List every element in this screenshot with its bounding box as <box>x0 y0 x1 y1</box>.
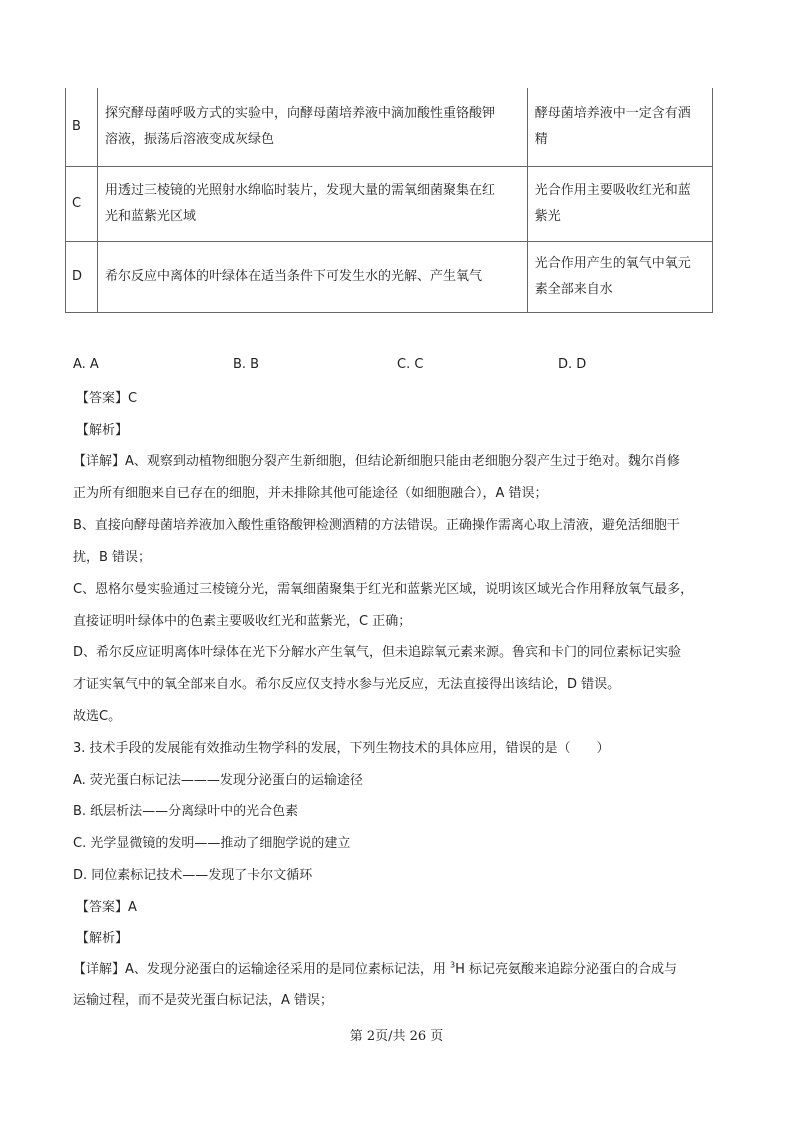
explanation-line: 扰，B 错误； <box>73 550 152 565</box>
explanation-line: D、希尔反应证明离体叶绿体在光下分解水产生氧气，但未追踪氧元素来源。鲁宾和卡门的同位素标记实验 <box>73 645 682 660</box>
cell-line: 光和蓝紫光区域 <box>105 209 197 224</box>
option-d: D. 同位素标记技术——发现了卡尔文循环 <box>73 868 313 883</box>
answer-label: 【答案】C <box>76 391 138 406</box>
choice-b: B. B <box>233 357 260 372</box>
conclusion-cell <box>527 167 712 242</box>
explanation-line: B、直接向酵母菌培养液加入酸性重铬酸钾检测酒精的方法错误。正确操作需离心取上清液，避免活细胞干 <box>73 518 680 533</box>
options-table <box>65 88 713 313</box>
analysis-label: 【解析】 <box>76 931 129 946</box>
explanation-line: 才证实氧气中的氧全部来自水。希尔反应仅支持水参与光反应，无法直接得出该结论，D 错误。 <box>73 677 621 692</box>
conclusion-cell <box>527 242 712 313</box>
cell-line: 光合作用产生的氧气中氧元 <box>534 256 691 271</box>
conclusion-line: 故选C。 <box>73 709 122 724</box>
option-cell: D <box>66 242 98 313</box>
explanation-line: 运输过程，而不是荧光蛋白标记法，A 错误； <box>73 993 334 1008</box>
superscript: 3 <box>450 960 456 970</box>
experiment-cell <box>98 242 528 313</box>
explanation-text: H 标记亮氨酸来追踪分泌蛋白的合成与 <box>455 962 678 977</box>
cell-line: 希尔反应中离体的叶绿体在适当条件下可发生水的光解、产生氧气 <box>105 269 483 284</box>
option-cell: C <box>66 167 98 242</box>
cell-line: 紫光 <box>534 209 561 224</box>
explanation-line: 【详解】A、观察到动植物细胞分裂产生新细胞，但结论新细胞只能由老细胞分裂产生过于绝对。魏尔肖修 <box>73 454 680 469</box>
analysis-label: 【解析】 <box>76 423 129 438</box>
cell-line: 素全部来自水 <box>534 282 613 297</box>
option-cell: B <box>66 88 98 167</box>
choice-d: D. D <box>558 357 587 372</box>
option-b: B. 纸层析法——分离绿叶中的光合色素 <box>73 804 299 819</box>
experiment-cell <box>98 167 528 242</box>
answer-label: 【答案】A <box>76 900 137 915</box>
table-row <box>66 88 713 167</box>
option-a: A. 荧光蛋白标记法———发现分泌蛋白的运输途径 <box>73 773 363 788</box>
cell-line: 酵母菌培养液中一定含有酒 <box>534 106 691 121</box>
explanation-line <box>73 958 677 977</box>
page-footer: 第 2页/共 26 页 <box>349 1029 444 1044</box>
conclusion-cell <box>527 88 712 167</box>
table-row <box>66 167 713 242</box>
experiment-cell <box>98 88 528 167</box>
table-row <box>66 242 713 313</box>
choice-a: A. A <box>73 357 99 372</box>
cell-line: 溶液，振荡后溶液变成灰绿色 <box>105 132 275 147</box>
choice-c: C. C <box>397 357 424 372</box>
question-stem: 3. 技术手段的发展能有效推动生物学科的发展，下列生物技术的具体应用，错误的是（ ） <box>73 741 610 756</box>
explanation-text: 【详解】A、发现分泌蛋白的运输途径采用的是同位素标记法，用 <box>73 962 451 977</box>
option-c: C. 光学显微镜的发明——推动了细胞学说的建立 <box>73 836 351 851</box>
cell-line: 探究酵母菌呼吸方式的实验中，向酵母菌培养液中滴加酸性重铬酸钾 <box>105 106 496 121</box>
cell-line: 光合作用主要吸收红光和蓝 <box>534 183 691 198</box>
cell-line: 精 <box>534 132 548 147</box>
cell-line: 用透过三棱镜的光照射水绵临时装片，发现大量的需氧细菌聚集在红 <box>105 183 496 198</box>
explanation-line: 直接证明叶绿体中的色素主要吸收红光和蓝紫光，C 正确； <box>73 614 412 629</box>
explanation-line: C、恩格尔曼实验通过三棱镜分光，需氧细菌聚集于红光和蓝紫光区域，说明该区域光合作用释放氧气最多， <box>73 582 694 597</box>
explanation-line: 正为所有细胞来自已存在的细胞，并未排除其他可能途径（如细胞融合），A 错误； <box>73 486 548 501</box>
